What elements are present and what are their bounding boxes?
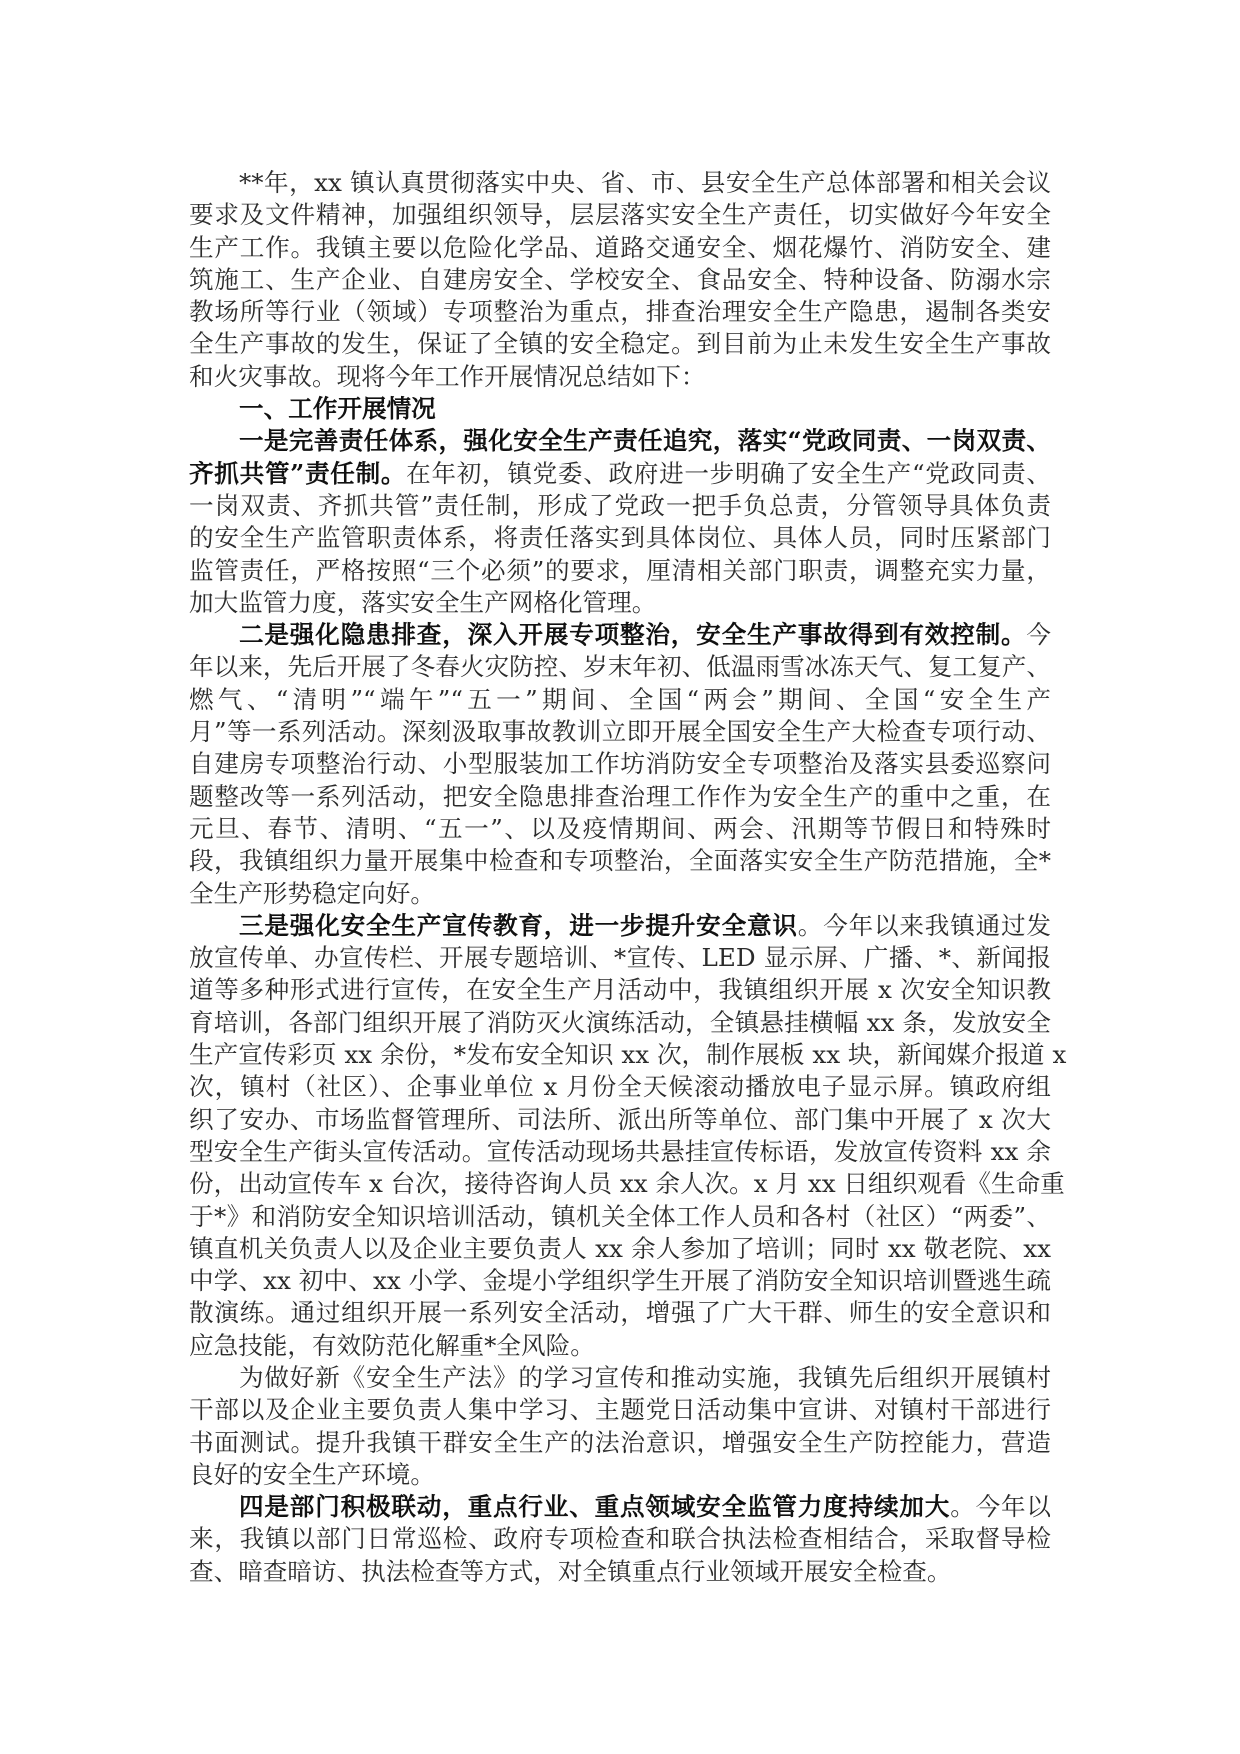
body-text: 教场所等行业（领域）专项整治为重点，排查治理安全生产隐患，遏制各类安 bbox=[189, 297, 1051, 327]
body-text: 和火灾事故。现将今年工作开展情况总结如下： bbox=[189, 361, 706, 391]
text-line bbox=[189, 1039, 1067, 1071]
body-text: 散演练。通过组织开展一系列安全活动，增强了广大干群、师生的安全意识和 bbox=[189, 1298, 1051, 1328]
text-line bbox=[189, 974, 1051, 1006]
text-line bbox=[189, 555, 1051, 587]
text-line bbox=[189, 1168, 1065, 1200]
text-line bbox=[189, 651, 1051, 683]
text-line bbox=[189, 910, 1051, 942]
body-text: 为做好新《安全生产法》的学习宣传和推动实施，我镇先后组织开展镇村 bbox=[239, 1362, 1051, 1392]
text-line bbox=[189, 1556, 1051, 1588]
body-text: 监管责任，严格按照“三个必须”的要求，厘清相关部门职责，调整充实力量， bbox=[189, 555, 1051, 585]
text-line bbox=[189, 1427, 1051, 1459]
text-line bbox=[189, 942, 1051, 974]
bold-lead-text: 齐抓共管”责任制。 bbox=[189, 458, 407, 488]
paragraph bbox=[189, 1362, 1051, 1491]
text-line bbox=[189, 1136, 1051, 1168]
text-line bbox=[189, 781, 1051, 813]
text-line bbox=[189, 328, 1051, 360]
text-line bbox=[189, 684, 1051, 716]
paragraph bbox=[189, 167, 1051, 393]
body-text: 次，镇村（社区）、企事业单位 x 月份全天候滚动播放电子显示屏。镇政府组 bbox=[189, 1072, 1051, 1102]
text-line bbox=[189, 1104, 1051, 1136]
body-text: 织了安办、市场监督管理所、司法所、派出所等单位、部门集中开展了 x 次大 bbox=[189, 1104, 1051, 1134]
document-body bbox=[189, 167, 1067, 1588]
body-text: 加大监管力度，落实安全生产网格化管理。 bbox=[189, 587, 657, 617]
text-line bbox=[189, 199, 1051, 231]
bold-lead-text: 二是强化隐患排查，深入开展专项整治，安全生产事故得到有效控制。 bbox=[239, 620, 1027, 650]
body-text: 放宣传单、办宣传栏、开展专题培训、*宣传、LED 显示屏、广播、*、新闻报 bbox=[189, 943, 1051, 973]
body-text: 一岗双责、齐抓共管”责任制，形成了党政一把手负总责，分管领导具体负责 bbox=[189, 490, 1051, 520]
text-line bbox=[189, 458, 1051, 490]
text-line bbox=[189, 1330, 1051, 1362]
body-text: 道等多种形式进行宣传，在安全生产月活动中，我镇组织开展 x 次安全知识教 bbox=[189, 975, 1051, 1005]
bold-lead-text: 四是部门积极联动，重点行业、重点领域安全监管力度持续加大 bbox=[239, 1492, 951, 1522]
text-line bbox=[189, 1297, 1051, 1329]
text-line bbox=[189, 878, 1051, 910]
body-text: 书面测试。提升我镇干群安全生产的法治意识，增强安全生产防控能力，营造 bbox=[189, 1427, 1051, 1457]
body-text: 生产工作。我镇主要以危险化学品、道路交通安全、烟花爆竹、消防安全、建 bbox=[189, 232, 1051, 262]
paragraph bbox=[189, 910, 1067, 1362]
body-text: 要求及文件精神，加强组织领导，层层落实安全生产责任，切实做好今年安全 bbox=[189, 200, 1051, 230]
body-text: 查、暗查暗访、执法检查等方式，对全镇重点行业领域开展安全检查。 bbox=[189, 1556, 952, 1586]
text-line bbox=[189, 1201, 1051, 1233]
body-text: 全生产形势稳定向好。 bbox=[189, 878, 435, 908]
body-text: 中学、xx 初中、xx 小学、金堤小学组织学生开展了消防安全知识培训暨逃生疏 bbox=[189, 1266, 1051, 1296]
body-text: 干部以及企业主要负责人集中学习、主题党日活动集中宣讲、对镇村干部进行 bbox=[189, 1395, 1051, 1425]
body-text: 镇直机关负责人以及企业主要负责人 xx 余人参加了培训；同时 xx 敬老院、xx bbox=[189, 1233, 1051, 1263]
text-line bbox=[189, 587, 1051, 619]
paragraph bbox=[189, 619, 1051, 910]
text-line bbox=[189, 748, 1051, 780]
body-text: 元旦、春节、清明、“五一”、以及疫情期间、两会、汛期等节假日和特殊时 bbox=[189, 813, 1051, 843]
body-text: 筑施工、生产企业、自建房安全、学校安全、食品安全、特种设备、防溺水宗 bbox=[189, 264, 1051, 294]
paragraph bbox=[189, 1491, 1051, 1588]
body-text: 年以来，先后开展了冬春火灾防控、岁末年初、低温雨雪冰冻天气、复工复产、 bbox=[189, 652, 1051, 682]
body-text: 良好的安全生产环境。 bbox=[189, 1459, 435, 1489]
body-text: 生产宣传彩页 xx 余份，*发布安全知识 xx 次，制作展板 xx 块，新闻媒介报道 x bbox=[189, 1040, 1067, 1070]
body-text: 月”等一系列活动。深刻汲取事故教训立即开展全国安全生产大检查专项行动、 bbox=[189, 717, 1051, 747]
body-text: 应急技能，有效防范化解重*全风险。 bbox=[189, 1330, 595, 1360]
text-line bbox=[189, 361, 1051, 393]
body-text: 来，我镇以部门日常巡检、政府专项检查和联合执法检查相结合，采取督导检 bbox=[189, 1524, 1051, 1554]
text-line bbox=[189, 1265, 1051, 1297]
bold-lead-text: 一是完善责任体系，强化安全生产责任追究，落实“党政同责、一岗双责、 bbox=[239, 426, 1051, 456]
text-line bbox=[189, 264, 1051, 296]
body-text: 。今年以来我镇通过发 bbox=[797, 910, 1051, 940]
text-line bbox=[189, 490, 1051, 522]
text-line bbox=[189, 1523, 1051, 1555]
section-heading bbox=[189, 393, 1051, 425]
body-text: 在年初，镇党委、政府进一步明确了安全生产“党政同责、 bbox=[406, 458, 1051, 488]
body-text: 题整改等一系列活动，把安全隐患排查治理工作作为安全生产的重中之重，在 bbox=[189, 781, 1051, 811]
bold-lead-text: 一、工作开展情况 bbox=[239, 394, 436, 424]
text-line bbox=[189, 1233, 1051, 1265]
body-text: 自建房专项整治行动、小型服装加工作坊消防安全专项整治及落实县委巡察问 bbox=[189, 749, 1051, 779]
text-line bbox=[189, 1491, 1051, 1523]
text-line bbox=[189, 167, 1051, 199]
text-line bbox=[189, 1459, 1051, 1491]
text-line bbox=[189, 1362, 1051, 1394]
text-line bbox=[189, 1007, 1051, 1039]
body-text: 型安全生产街头宣传活动。宣传活动现场共悬挂宣传标语，发放宣传资料 xx 余 bbox=[189, 1136, 1051, 1166]
body-text: 燃气、“清明”“端午”“五一”期间、全国“两会”期间、全国“安全生产 bbox=[189, 684, 1051, 714]
body-text: 份，出动宣传车 x 台次，接待咨询人员 xx 余人次。x 月 xx 日组织观看《生命重 bbox=[189, 1169, 1065, 1199]
body-text: 的安全生产监管职责体系，将责任落实到具体岗位、具体人员，同时压紧部门 bbox=[189, 523, 1051, 553]
body-text: 今 bbox=[1026, 620, 1051, 650]
bold-lead-text: 三是强化安全生产宣传教育，进一步提升安全意识 bbox=[239, 910, 798, 940]
body-text: 全生产事故的发生，保证了全镇的安全稳定。到目前为止未发生安全生产事故 bbox=[189, 329, 1051, 359]
text-line bbox=[189, 522, 1051, 554]
body-text: 于*》和消防安全知识培训活动，镇机关全体工作人员和各村（社区）“两委”、 bbox=[189, 1201, 1051, 1231]
text-line bbox=[189, 232, 1051, 264]
text-line bbox=[189, 1394, 1051, 1426]
body-text: **年，xx 镇认真贯彻落实中央、省、市、县安全生产总体部署和相关会议 bbox=[239, 168, 1051, 197]
text-line bbox=[189, 1071, 1051, 1103]
text-line bbox=[189, 296, 1051, 328]
text-line bbox=[189, 845, 1051, 877]
text-line bbox=[189, 619, 1051, 651]
text-line bbox=[189, 813, 1051, 845]
body-text: 。今年以 bbox=[950, 1492, 1051, 1522]
body-text: 育培训，各部门组织开展了消防灭火演练活动，全镇悬挂横幅 xx 条，发放安全 bbox=[189, 1007, 1051, 1037]
paragraph bbox=[189, 425, 1051, 619]
text-line bbox=[189, 716, 1051, 748]
text-line bbox=[189, 425, 1051, 457]
body-text: 段，我镇组织力量开展集中检查和专项整治，全面落实安全生产防范措施，全* bbox=[189, 846, 1051, 876]
text-line bbox=[189, 393, 1051, 425]
